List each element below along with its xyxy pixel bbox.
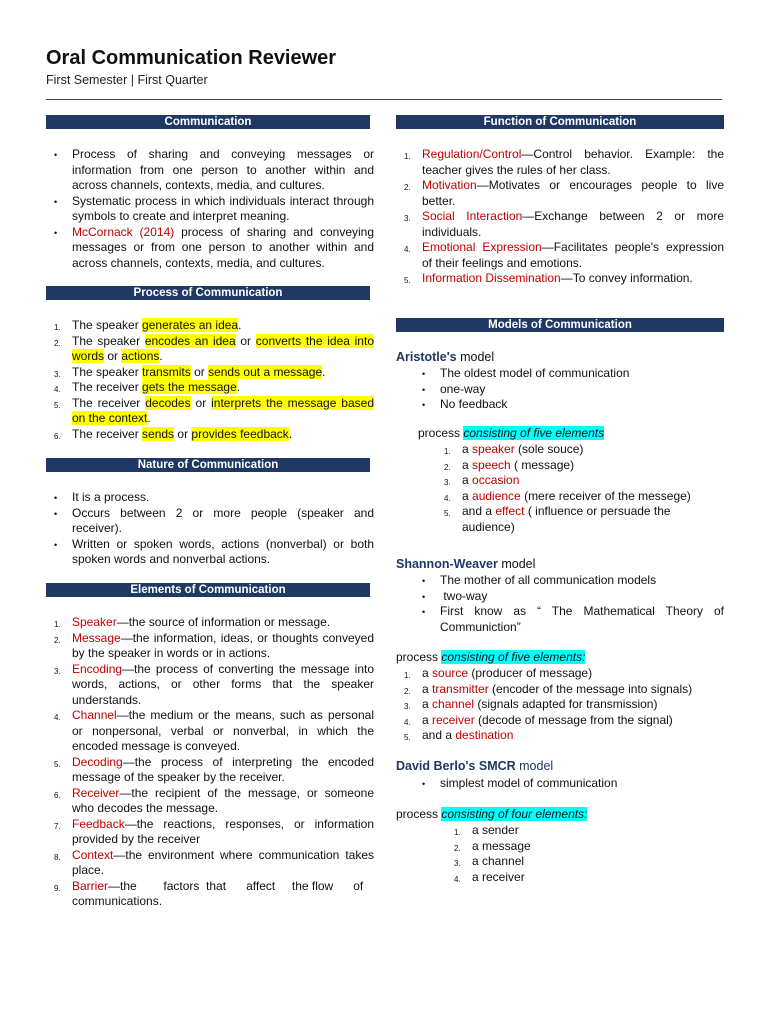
list-item: 6. The receiver sends or provides feedback. [54, 426, 293, 441]
function-list [396, 147, 724, 287]
list-item: • The oldest model of communication [414, 366, 724, 382]
berlo-model-heading: David Berlo's SMCR model [396, 759, 554, 773]
list-item: 4. a receiver [454, 869, 525, 884]
section-bar-nature: Nature of Communication [46, 458, 370, 472]
list-item: • simplest model of communication [414, 776, 724, 792]
list-item: 1. Regulation/Control—Control behavior. Example: the teacher gives the rules of her class. [404, 147, 724, 177]
list-item: 3. a occasion [444, 473, 520, 487]
shannon-process-line: process consisting of five elements: [396, 650, 586, 664]
list-item: 2. Motivation—Motivates or encourages people to live better. [404, 178, 724, 208]
elements-list [46, 615, 374, 910]
nature-list [46, 490, 374, 568]
list-item: 3. Encoding—the process of converting the message into words, actions, or other forms that the speaker understands. [54, 661, 374, 707]
list-item: 5. and a effect ( influence or persuade the audience) [444, 504, 671, 534]
list-item: 5. Information Dissemination—To convey information. [404, 271, 693, 285]
list-item: 3. The speaker transmits or sends out a message. [54, 364, 326, 379]
list-item: 2. Message—the information, ideas, or thoughts conveyed by the speaker in words or in actions. [54, 630, 374, 660]
list-item: 4. a audience (mere receiver of the messege) [444, 488, 691, 503]
aristotle-elements [436, 442, 724, 535]
section-bar-function: Function of Communication [396, 115, 724, 129]
section-bar-communication: Communication [46, 115, 370, 129]
berlo-process-line: process consisting of four elements: [396, 807, 588, 821]
list-item: 6. Receiver—the recipient of the message, or someone who decodes the message. [54, 785, 374, 815]
list-item: 5. Decoding—the process of interpreting the encoded message of the speaker by the receiver. [54, 754, 374, 784]
list-item: • The mother of all communication models [414, 573, 724, 589]
list-item: 1. a sender [454, 823, 519, 837]
list-item: 2. a speech ( message) [444, 457, 575, 472]
process-list [46, 318, 374, 442]
section-bar-elements: Elements of Communication [46, 583, 370, 597]
list-item: 3. Social Interaction—Exchange between 2 or more individuals. [404, 209, 724, 239]
list-item: 2. The speaker encodes an idea or converts the idea into words or actions. [54, 333, 374, 363]
list-item: 9. Barrier—the factors that affect the flow of communications. [54, 878, 367, 908]
list-item: 5. The receiver decodes or interprets the message based on the context. [54, 395, 374, 425]
aristotle-model-heading: Aristotle's model [396, 350, 495, 364]
list-item: 7. Feedback—the reactions, responses, or information provided by the receiver [54, 816, 374, 846]
list-item: • Process of sharing and conveying messages or information from one person to another within and across channels, contexts, media, and cultures. [46, 147, 374, 194]
list-item: • one-way [414, 382, 724, 398]
list-item: 2. a transmitter (encoder of the message into signals) [404, 681, 693, 696]
communication-list [46, 147, 374, 271]
list-item: • Systematic process in which individuals interact through symbols to create and interpret meaning. [46, 194, 374, 225]
list-item: • Occurs between 2 or more people (speaker and receiver). [46, 506, 374, 537]
shannon-elements [396, 666, 724, 744]
list-item: 4. Channel—the medium or the means, such as personal or nonpersonal, verbal or nonverbal, in which the encoded message is conveyed. [54, 708, 374, 753]
list-item: • Written or spoken words, actions (nonverbal) or both spoken words and nonverbal actions. [46, 537, 374, 568]
section-bar-process: Process of Communication [46, 286, 370, 300]
berlo-bullets [414, 776, 724, 792]
shannon-model-heading: Shannon-Weaver model [396, 557, 536, 571]
list-item: 4. The receiver gets the message. [54, 380, 241, 394]
list-item: 1. a speaker (sole souce) [444, 442, 584, 456]
list-item: 3. a channel [454, 854, 525, 868]
list-item: • McCornack (2014) process of sharing and conveying messages or from one person to another within and across channels, contexts, media, and cultures. [46, 225, 374, 272]
list-item: 5. and a destination [404, 728, 514, 742]
list-item: • two-way [414, 589, 724, 605]
page-subtitle: First Semester | First Quarter [46, 73, 208, 87]
aristotle-process-line: process consisting of five elements [418, 426, 605, 440]
list-item: 1. a source (producer of message) [404, 666, 593, 680]
list-item: 3. a channel (signals adapted for transmission) [404, 697, 658, 711]
berlo-elements [446, 823, 724, 885]
aristotle-bullets [414, 366, 724, 413]
page-title: Oral Communication Reviewer [46, 47, 337, 69]
list-item: 2. a message [454, 838, 531, 853]
shannon-bullets [414, 573, 724, 635]
list-item: • First know as “ The Mathematical Theory of Communiction” [414, 604, 724, 635]
header-rule [46, 99, 722, 100]
list-item: 8. Context—the environment where communication takes place. [54, 847, 374, 877]
list-item: 4. a receiver (decode of message from the signal) [404, 712, 673, 727]
list-item: 1. Speaker—the source of information or message. [54, 615, 331, 629]
list-item: • No feedback [414, 397, 724, 413]
section-bar-models: Models of Communication [396, 318, 724, 332]
list-item: 4. Emotional Expression—Facilitates people's expression of their feelings and emotions. [404, 240, 724, 270]
list-item: 1. The speaker generates an idea. [54, 318, 242, 332]
list-item: • It is a process. [46, 490, 374, 506]
